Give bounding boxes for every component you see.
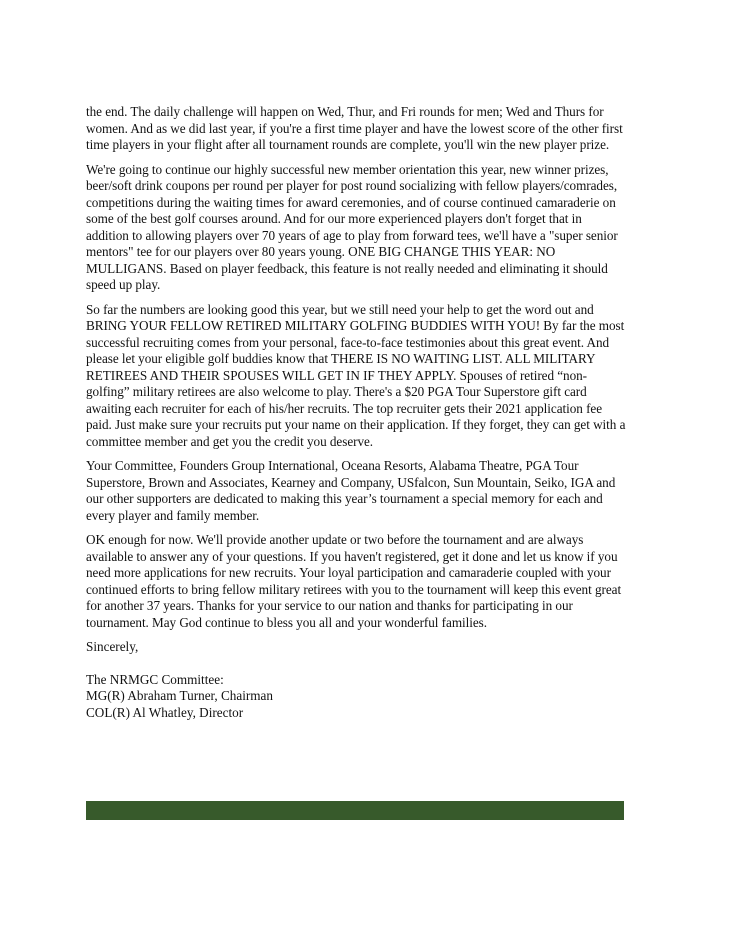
signature-organization: The NRMGC Committee: xyxy=(86,671,224,687)
signature-chairman: MG(R) Abraham Turner, Chairman xyxy=(86,688,274,703)
footer-divider-bar xyxy=(86,801,624,820)
paragraph-closing-remarks: OK enough for now. We'll provide another update or two before the tournament and are always available to answer any of your questions. If you haven't registered, get it done and let us know if you need more applications for new recruits. Your loyal participation and camaraderie coupled with your continued efforts to bring fellow military retirees with you to the tournament will keep this event great for another 37 years. Thanks for your service to our nation and thanks for participating in our tournament. May God continue to bless you all and your wonderful families. xyxy=(86,532,622,630)
closing-salutation: Sincerely, xyxy=(86,639,139,654)
paragraph-daily-challenge: the end. The daily challenge will happen on Wed, Thur, and Fri rounds for men; Wed and Thurs for women. And as we did last year, if you're a first time player and have the lowest score of the other first time players in your flight after all tournament rounds are complete, you'll win the new player prize. xyxy=(86,104,623,152)
paragraph-new-member-orientation: We're going to continue our highly successful new member orientation this year, new winner prizes, beer/soft drink coupons per round per player for post round socializing with fellow players/comrades, competitions during the waiting times for award ceremonies, and of course continued camaraderie on some of the best golf courses around. And for our more experienced players don't forget that in addition to allowing players over 70 years of age to play from forward tees, we'll have a "super senior mentors" tee for our players over 80 years young. ONE BIG CHANGE THIS YEAR: NO MULLIGANS. Based on player feedback, this feature is not really needed and eliminating it should speed up play. xyxy=(86,161,618,292)
signature-director: COL(R) Al Whatley, Director xyxy=(86,704,244,720)
signature-block xyxy=(86,672,626,722)
letter-body xyxy=(86,104,626,721)
paragraph-sponsors: Your Committee, Founders Group International, Oceana Resorts, Alabama Theatre, PGA Tour Superstore, Brown and Associates, Kearney and Company, USfalcon, Sun Mountain, Seiko, IGA and our other supporters are dedicated to making this year’s tournament a special memory for each and every player and family member. xyxy=(86,458,616,523)
paragraph-recruiting: So far the numbers are looking good this year, but we still need your help to get the word out and BRING YOUR FELLOW RETIRED MILITARY GOLFING BUDDIES WITH YOU! By far the most successful recruiting comes from your personal, face-to-face testimonies about this great event. And please let your eligible golf buddies know that THERE IS NO WAITING LIST. ALL MILITARY RETIREES AND THEIR SPOUSES WILL GET IN IF THEY APPLY. Spouses of retired “non-golfing” military retirees are also welcome to play. There's a $20 PGA Tour Superstore gift card awaiting each recruiter for each of his/her recruits. The top recruiter gets their 2021 application fee paid. Just make sure your recruits put your name on their application. If they forget, they can get with a committee member and get you the credit you deserve. xyxy=(86,301,626,449)
